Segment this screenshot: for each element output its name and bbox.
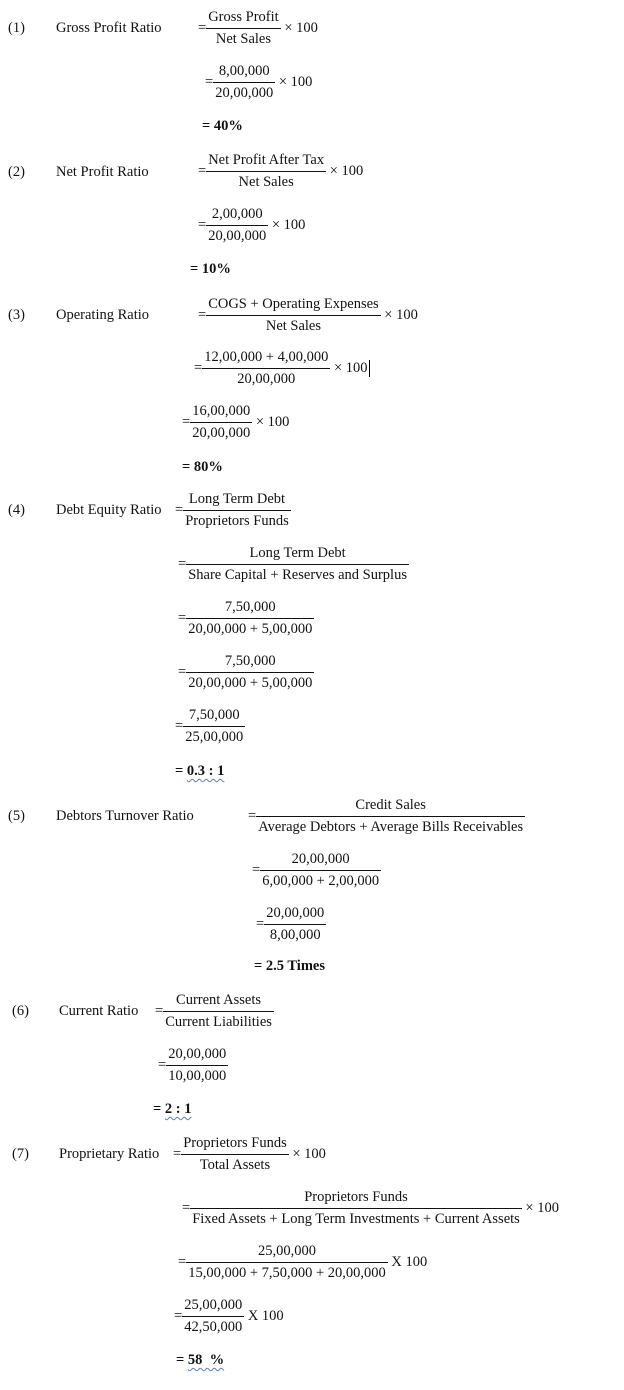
debtors-turnover-simplified <box>256 904 326 945</box>
fraction <box>206 295 380 336</box>
denominator: Total Assets <box>199 1157 271 1173</box>
numerator: Proprietors Funds <box>190 1188 522 1209</box>
equals-sign: = <box>173 1146 182 1162</box>
numerator: 8,00,000 <box>213 62 275 83</box>
current-ratio-label: Current Ratio <box>59 1003 139 1019</box>
denominator: 20,00,000 + 5,00,000 <box>188 675 313 691</box>
times-100: × 100 <box>329 163 364 179</box>
numerator: COGS + Operating Expenses <box>206 295 380 316</box>
result-value: 58 % <box>187 1352 225 1368</box>
times-100: × 100 <box>278 74 313 90</box>
result-prefix: = <box>175 763 187 779</box>
item-number-5: (5) <box>8 808 25 824</box>
equals-sign: = <box>174 1308 183 1324</box>
equals-sign: = <box>198 217 207 233</box>
denominator: 20,00,000 + 5,00,000 <box>188 621 313 637</box>
equals-sign: = <box>175 718 184 734</box>
numerator: Net Profit After Tax <box>206 151 326 172</box>
equals-sign: = <box>178 1254 187 1270</box>
times-x-100: X 100 <box>391 1254 428 1270</box>
net-profit-result: = 10% <box>190 261 231 277</box>
numerator: Current Assets <box>163 991 274 1012</box>
denominator: Proprietors Funds <box>185 513 289 529</box>
equals-sign: = <box>194 360 203 376</box>
numerator: 25,00,000 <box>186 1242 388 1263</box>
equals-sign: = <box>155 1003 164 1019</box>
numerator: 2,00,000 <box>206 205 268 226</box>
fraction <box>183 706 245 747</box>
proprietary-ratio-expanded <box>182 1188 559 1229</box>
numerator: 12,00,000 + 4,00,000 <box>202 348 330 369</box>
debt-equity-substitution-1 <box>178 598 314 639</box>
denominator: Average Debtors + Average Bills Receivables <box>258 819 524 835</box>
fraction <box>186 1242 388 1283</box>
numerator: 7,50,000 <box>186 652 314 673</box>
fraction <box>186 652 314 693</box>
fraction <box>186 544 409 585</box>
times-100: × 100 <box>255 414 290 430</box>
result-value: 2 : 1 <box>164 1101 192 1117</box>
times-100: × 100 <box>284 20 318 36</box>
equals-sign: = <box>182 1200 191 1216</box>
operating-ratio-result: = 80% <box>182 459 223 475</box>
denominator: 20,00,000 <box>215 85 274 101</box>
item-number-3: (3) <box>8 307 25 323</box>
equals-sign: = <box>175 502 184 518</box>
item-number-6: (6) <box>12 1003 29 1019</box>
numerator: Credit Sales <box>256 796 525 817</box>
proprietary-ratio-formula <box>173 1134 326 1175</box>
denominator: 20,00,000 <box>208 228 267 244</box>
times-100: × 100 <box>292 1146 326 1162</box>
numerator: Long Term Debt <box>183 490 291 511</box>
equals-sign: = <box>178 556 187 572</box>
times-100: × 100 <box>334 360 368 376</box>
fraction <box>206 8 281 49</box>
denominator: 8,00,000 <box>269 927 321 943</box>
net-profit-ratio-label: Net Profit Ratio <box>56 164 149 180</box>
denominator: Share Capital + Reserves and Surplus <box>188 567 407 583</box>
gross-profit-ratio-label: Gross Profit Ratio <box>56 20 162 36</box>
gross-profit-substitution <box>205 62 312 103</box>
fraction <box>260 850 381 891</box>
fraction <box>202 348 330 389</box>
operating-ratio-simplified <box>182 402 289 443</box>
result-prefix: = <box>176 1352 188 1368</box>
result-prefix: = <box>153 1101 165 1117</box>
equals-sign: = <box>158 1057 167 1073</box>
times-100: × 100 <box>384 307 418 323</box>
debt-equity-substitution-2 <box>178 652 314 693</box>
debt-equity-simplified <box>175 706 245 747</box>
fraction <box>206 151 326 192</box>
fraction <box>181 1134 289 1175</box>
gross-profit-formula <box>198 8 318 49</box>
fraction <box>256 796 525 837</box>
result-value: 0.3 : 1 <box>186 763 225 779</box>
fraction <box>190 402 252 443</box>
debt-equity-result <box>175 763 224 780</box>
debtors-turnover-formula <box>248 796 525 837</box>
denominator: 20,00,000 <box>237 371 296 387</box>
denominator: Net Sales <box>238 174 294 190</box>
proprietary-ratio-result <box>176 1352 224 1369</box>
fraction <box>163 991 274 1032</box>
denominator: Net Sales <box>265 318 322 334</box>
denominator: 15,00,000 + 7,50,000 + 20,00,000 <box>188 1265 386 1281</box>
proprietary-ratio-substitution <box>178 1242 427 1283</box>
fraction <box>213 62 275 103</box>
proprietary-ratio-label: Proprietary Ratio <box>59 1146 160 1162</box>
numerator: Long Term Debt <box>186 544 409 565</box>
current-ratio-formula <box>155 991 274 1032</box>
denominator: Fixed Assets + Long Term Investments + Current Assets <box>192 1211 520 1227</box>
item-number-7: (7) <box>12 1146 29 1162</box>
fraction <box>190 1188 522 1229</box>
denominator: Net Sales <box>215 31 272 47</box>
times-100: × 100 <box>525 1200 559 1216</box>
proprietary-ratio-simplified <box>174 1296 284 1337</box>
denominator: 42,50,000 <box>184 1319 243 1335</box>
operating-ratio-formula <box>198 295 418 336</box>
times-100: × 100 <box>271 217 306 233</box>
debtors-turnover-substitution <box>252 850 381 891</box>
numerator: Gross Profit <box>206 8 281 29</box>
numerator: 7,50,000 <box>186 598 314 619</box>
denominator: 20,00,000 <box>192 425 251 441</box>
numerator: 20,00,000 <box>260 850 381 871</box>
gross-profit-result: = 40% <box>202 118 243 134</box>
fraction <box>166 1045 228 1086</box>
operating-ratio-label: Operating Ratio <box>56 307 150 323</box>
numerator: 25,00,000 <box>182 1296 244 1317</box>
fraction <box>264 904 326 945</box>
equals-sign: = <box>205 74 214 90</box>
numerator: 20,00,000 <box>264 904 326 925</box>
numerator: Proprietors Funds <box>181 1134 289 1155</box>
debt-equity-ratio-label: Debt Equity Ratio <box>56 502 162 518</box>
debtors-turnover-ratio-label: Debtors Turnover Ratio <box>56 808 194 824</box>
net-profit-substitution <box>198 205 305 246</box>
denominator: 10,00,000 <box>168 1068 227 1084</box>
numerator: 16,00,000 <box>190 402 252 423</box>
fraction <box>182 1296 244 1337</box>
fraction <box>186 598 314 639</box>
equals-sign: = <box>252 862 261 878</box>
times-x-100: X 100 <box>247 1308 284 1324</box>
equals-sign: = <box>182 414 191 430</box>
operating-ratio-substitution <box>194 348 370 389</box>
item-number-1: (1) <box>8 20 25 36</box>
equals-sign: = <box>256 916 265 932</box>
equals-sign: = <box>178 664 187 680</box>
equals-sign: = <box>248 808 257 824</box>
net-profit-formula <box>198 151 363 192</box>
equals-sign: = <box>198 307 207 323</box>
current-ratio-result <box>153 1101 191 1118</box>
debtors-turnover-result: = 2.5 Times <box>254 958 325 974</box>
equals-sign: = <box>198 20 207 36</box>
item-number-4: (4) <box>8 502 25 518</box>
fraction <box>206 205 268 246</box>
debt-equity-expanded <box>178 544 409 585</box>
fraction <box>183 490 291 531</box>
current-ratio-substitution <box>158 1045 228 1086</box>
text-cursor <box>369 360 370 377</box>
numerator: 7,50,000 <box>183 706 245 727</box>
numerator: 20,00,000 <box>166 1045 228 1066</box>
denominator: 25,00,000 <box>185 729 244 745</box>
denominator: Current Liabilities <box>165 1014 272 1030</box>
item-number-2: (2) <box>8 164 25 180</box>
equals-sign: = <box>198 163 207 179</box>
debt-equity-formula <box>175 490 291 531</box>
denominator: 6,00,000 + 2,00,000 <box>262 873 380 889</box>
equals-sign: = <box>178 610 187 626</box>
